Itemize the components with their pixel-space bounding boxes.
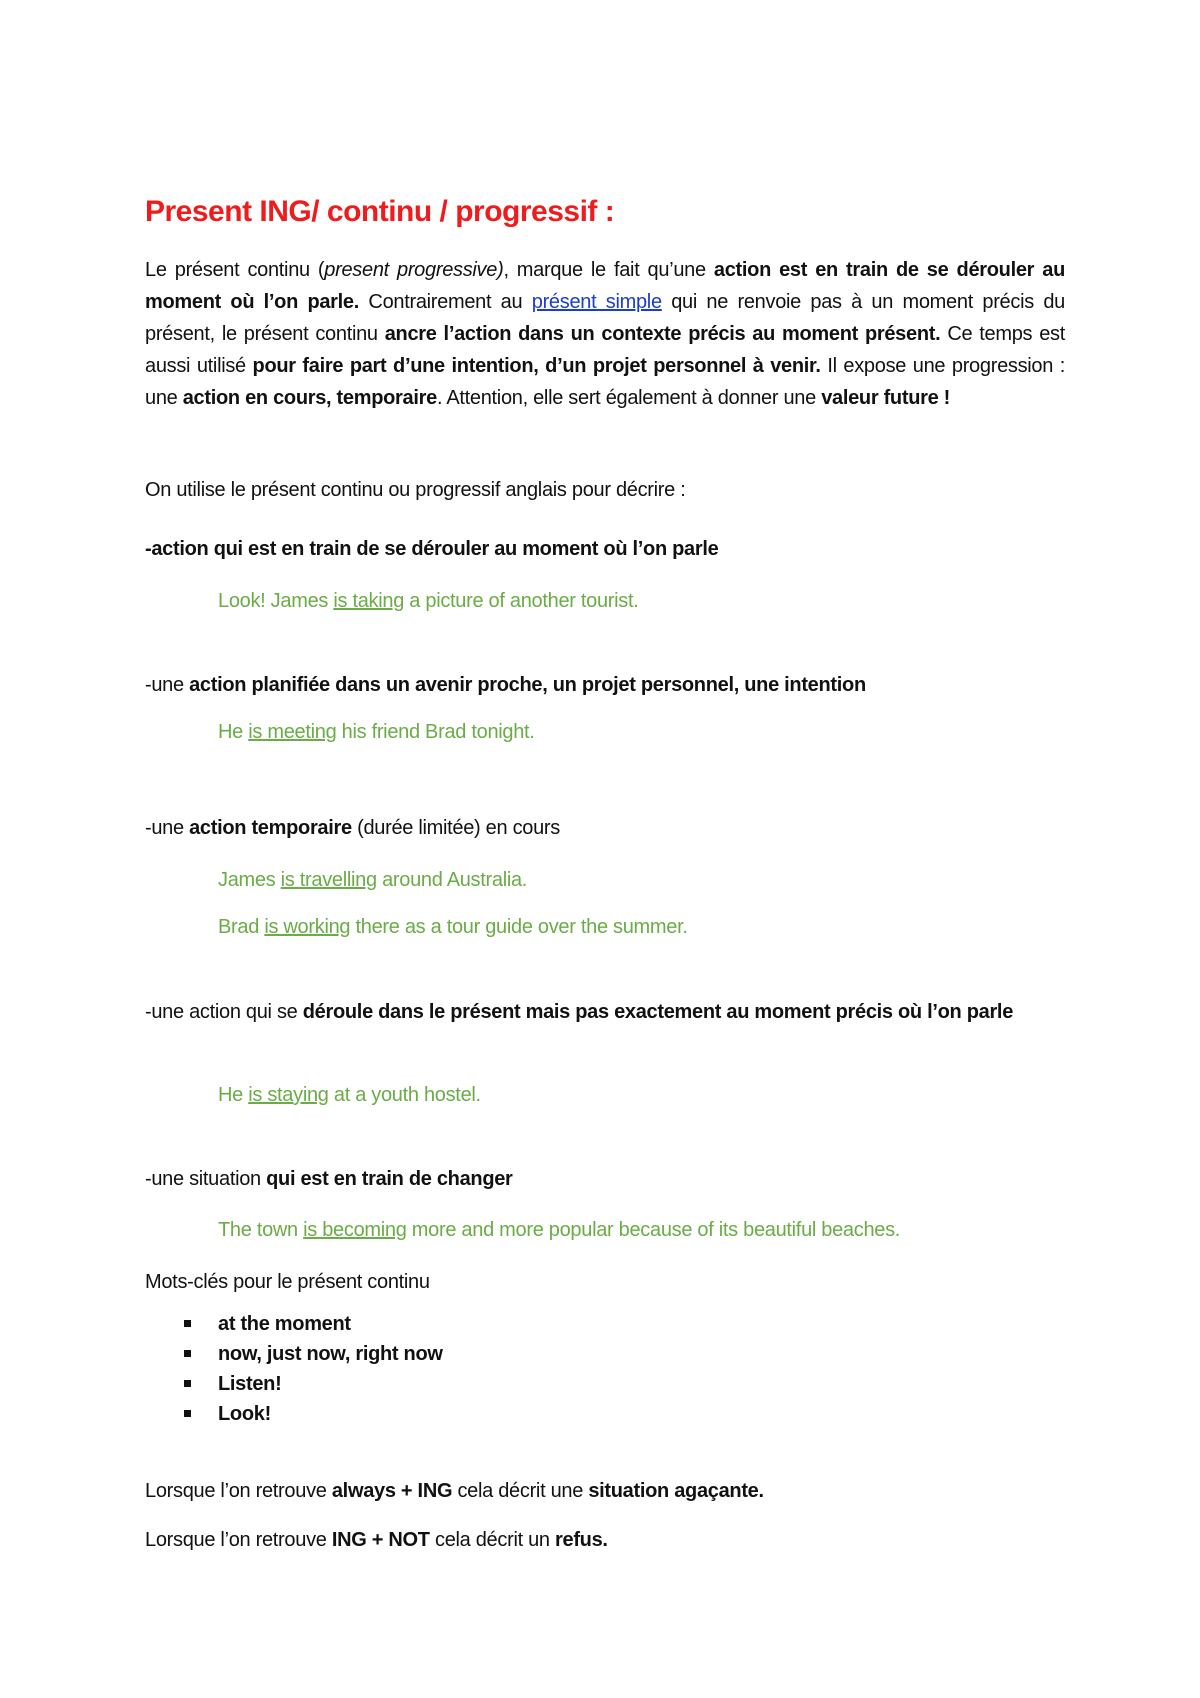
example-text: a picture of another tourist.: [404, 590, 639, 612]
note-ing-not: [145, 1524, 1065, 1556]
keyword-text: Look!: [218, 1403, 271, 1425]
section-heading-bold: déroule dans le présent mais pas exactement au moment précis où l’on parle: [302, 1001, 1014, 1023]
example-2: [218, 716, 1118, 748]
section-heading-text: -action qui est en train de se dérouler au moment où l’on parle: [145, 538, 719, 560]
section-heading-text: (durée limitée) en cours: [351, 817, 560, 839]
intro-text: Le présent continu (: [145, 259, 325, 281]
intro-text: Ce temps est aussi utilisé: [145, 323, 1065, 377]
intro-bold: action en cours, temporaire: [182, 387, 437, 409]
example-4: [218, 911, 1118, 943]
intro-text: , marque le fait qu’une: [503, 259, 714, 281]
page-title: Present ING/ continu / progressif :: [145, 195, 615, 228]
intro-bold: action est en train de se dérouler au moment où l’on parle.: [145, 259, 1065, 313]
example-verb: is becoming: [303, 1219, 407, 1241]
example-text: at a youth hostel.: [328, 1084, 481, 1106]
example-verb: is working: [264, 916, 351, 938]
section-heading-5: [145, 1163, 1065, 1195]
example-3: [218, 864, 1118, 896]
section-heading-bold: action temporaire: [189, 817, 352, 839]
example-1: [218, 585, 1118, 617]
example-verb: is travelling: [280, 869, 377, 891]
note-text: Lorsque l’on retrouve: [145, 1529, 332, 1551]
example-text: around Australia.: [376, 869, 528, 891]
intro-paragraph: [145, 254, 1065, 414]
intro-bold: pour faire part d’une intention, d’un projet personnel à venir.: [252, 355, 821, 377]
list-item: [145, 1369, 1065, 1399]
keyword-text: now, just now, right now: [218, 1343, 443, 1365]
square-bullet-icon: [184, 1350, 191, 1357]
square-bullet-icon: [184, 1410, 191, 1417]
section-heading-bold: qui est en train de changer: [266, 1168, 513, 1190]
keywords-heading: Mots-clés pour le présent continu: [145, 1271, 430, 1293]
square-bullet-icon: [184, 1320, 191, 1327]
example-text: Look! James: [218, 590, 334, 612]
list-item: [145, 1339, 1065, 1369]
example-verb: is taking: [333, 590, 405, 612]
example-text: there as a tour guide over the summer.: [350, 916, 688, 938]
intro-text: Il expose une progression : une: [145, 355, 1065, 409]
section-heading-text: -une action qui se: [145, 1001, 303, 1023]
list-item: [145, 1309, 1065, 1339]
note-text: cela décrit une: [452, 1480, 589, 1502]
note-text: Lorsque l’on retrouve: [145, 1480, 332, 1502]
section-heading-1: [145, 533, 1065, 565]
list-item: [145, 1399, 1065, 1429]
present-simple-link[interactable]: présent simple: [531, 291, 662, 313]
example-text: his friend Brad tonight.: [336, 721, 535, 743]
section-heading-text: -une: [145, 674, 190, 696]
note-bold: ING + NOT: [331, 1529, 430, 1551]
section-heading-text: -une: [145, 817, 190, 839]
example-text: more and more popular because of its beautiful beaches.: [406, 1219, 901, 1241]
usage-intro: On utilise le présent continu ou progressif anglais pour décrire :: [145, 479, 686, 501]
square-bullet-icon: [184, 1380, 191, 1387]
example-verb: is staying: [248, 1084, 329, 1106]
keywords-list: [145, 1309, 1065, 1429]
example-text: He: [218, 721, 249, 743]
keyword-text: Listen!: [218, 1373, 282, 1395]
intro-bold: valeur future !: [821, 387, 951, 409]
intro-bold: ancre l’action dans un contexte précis au moment présent.: [384, 323, 941, 345]
note-bold: always + ING: [331, 1480, 453, 1502]
section-heading-text: -une situation: [145, 1168, 267, 1190]
note-bold: refus.: [555, 1529, 608, 1551]
intro-italic: present progressive): [324, 259, 504, 281]
section-heading-3: [145, 812, 1065, 844]
note-text: cela décrit un: [429, 1529, 556, 1551]
note-always-ing: [145, 1475, 1065, 1507]
intro-text: . Attention, elle sert également à donner une: [436, 387, 822, 409]
example-text: Brad: [218, 916, 265, 938]
section-heading-2: [145, 669, 1065, 701]
example-text: He: [218, 1084, 249, 1106]
example-5: [218, 1079, 1118, 1111]
intro-text: qui ne renvoie pas à un moment précis du présent, le présent continu: [145, 291, 1065, 345]
note-bold: situation agaçante.: [588, 1480, 764, 1502]
keywords-list-container: [145, 1309, 1065, 1429]
example-6: [218, 1214, 1118, 1246]
keyword-text: at the moment: [218, 1313, 351, 1335]
example-text: James: [218, 869, 281, 891]
example-verb: is meeting: [248, 721, 337, 743]
example-text: The town: [218, 1219, 304, 1241]
intro-text: Contrairement au: [359, 291, 532, 313]
section-heading-4: [145, 996, 1065, 1028]
section-heading-bold: action planifiée dans un avenir proche, un projet personnel, une intention: [189, 674, 866, 696]
